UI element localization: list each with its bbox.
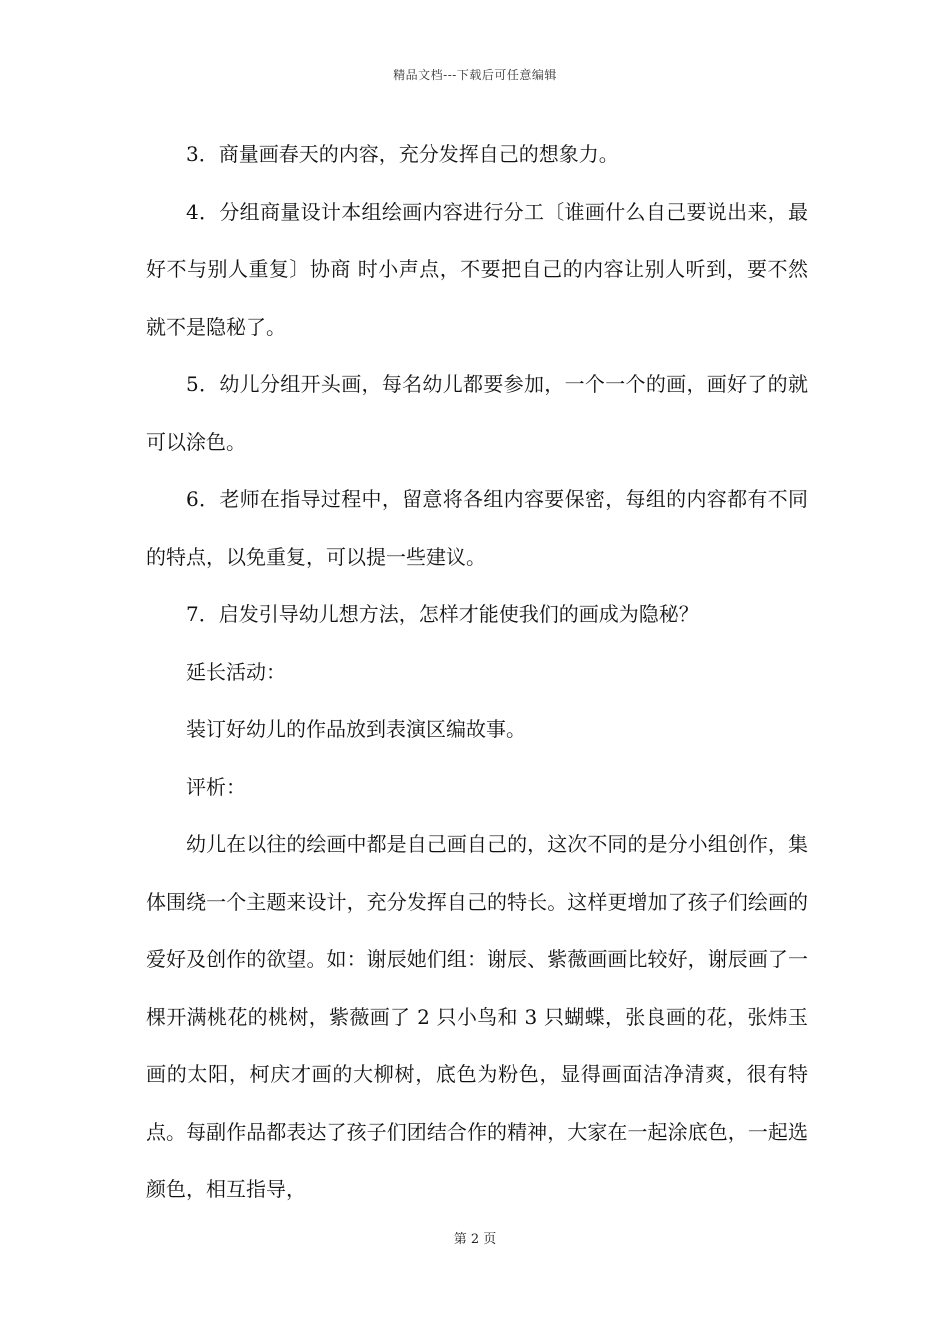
paragraph-analysis: 幼儿在以往的绘画中都是自己画自己的，这次不同的是分小组创作，集体围绕一个主题来设计，充分发挥自己的特长。这样更增加了孩子们绘画的爱好及创作的欲望。如：谢辰她们组：谢辰、紫薇画画比较好，谢辰画了一棵开满桃花的桃树，紫薇画了 2 只小鸟和 3 只蝴蝶，张良画的花，张炜玉画的太阳，柯庆才画的大柳树，底色为粉色，显得画面洁净清爽，很有特点。每副作品都表达了孩子们团结合作的精神，大家在一起涂底色，一起选颜色，相互指导， (146, 832, 808, 1201)
paragraph-extension: 装订好幼儿的作品放到表演区编故事。 (186, 717, 526, 741)
page-header: 精品文档---下载后可任意编辑 (393, 68, 557, 82)
paragraph-step-5: 5．幼儿分组开头画，每名幼儿都要参加，一个一个的画，画好了的就可以涂色。 (146, 372, 808, 454)
document-body (146, 126, 808, 1219)
paragraph-step-3: 3．商量画春天的内容，充分发挥自己的想象力。 (186, 142, 619, 166)
section-heading-extension: 延长活动： (186, 659, 286, 684)
section-heading-analysis: 评析： (186, 774, 246, 799)
paragraph-step-6: 6．老师在指导过程中，留意将各组内容要保密，每组的内容都有不同的特点，以免重复，可以提一些建议。 (146, 487, 808, 569)
page-number: 第 2 页 (453, 1232, 497, 1247)
paragraph-step-7: 7．启发引导幼儿想方法，怎样才能使我们的画成为隐秘？ (186, 602, 699, 626)
paragraph-step-4: 4．分组商量设计本组绘画内容进行分工〔谁画什么自己要说出来，最好不与别人重复〕协商 时小声点，不要把自己的内容让别人听到，要不然就不是隐秘了。 (146, 199, 808, 339)
